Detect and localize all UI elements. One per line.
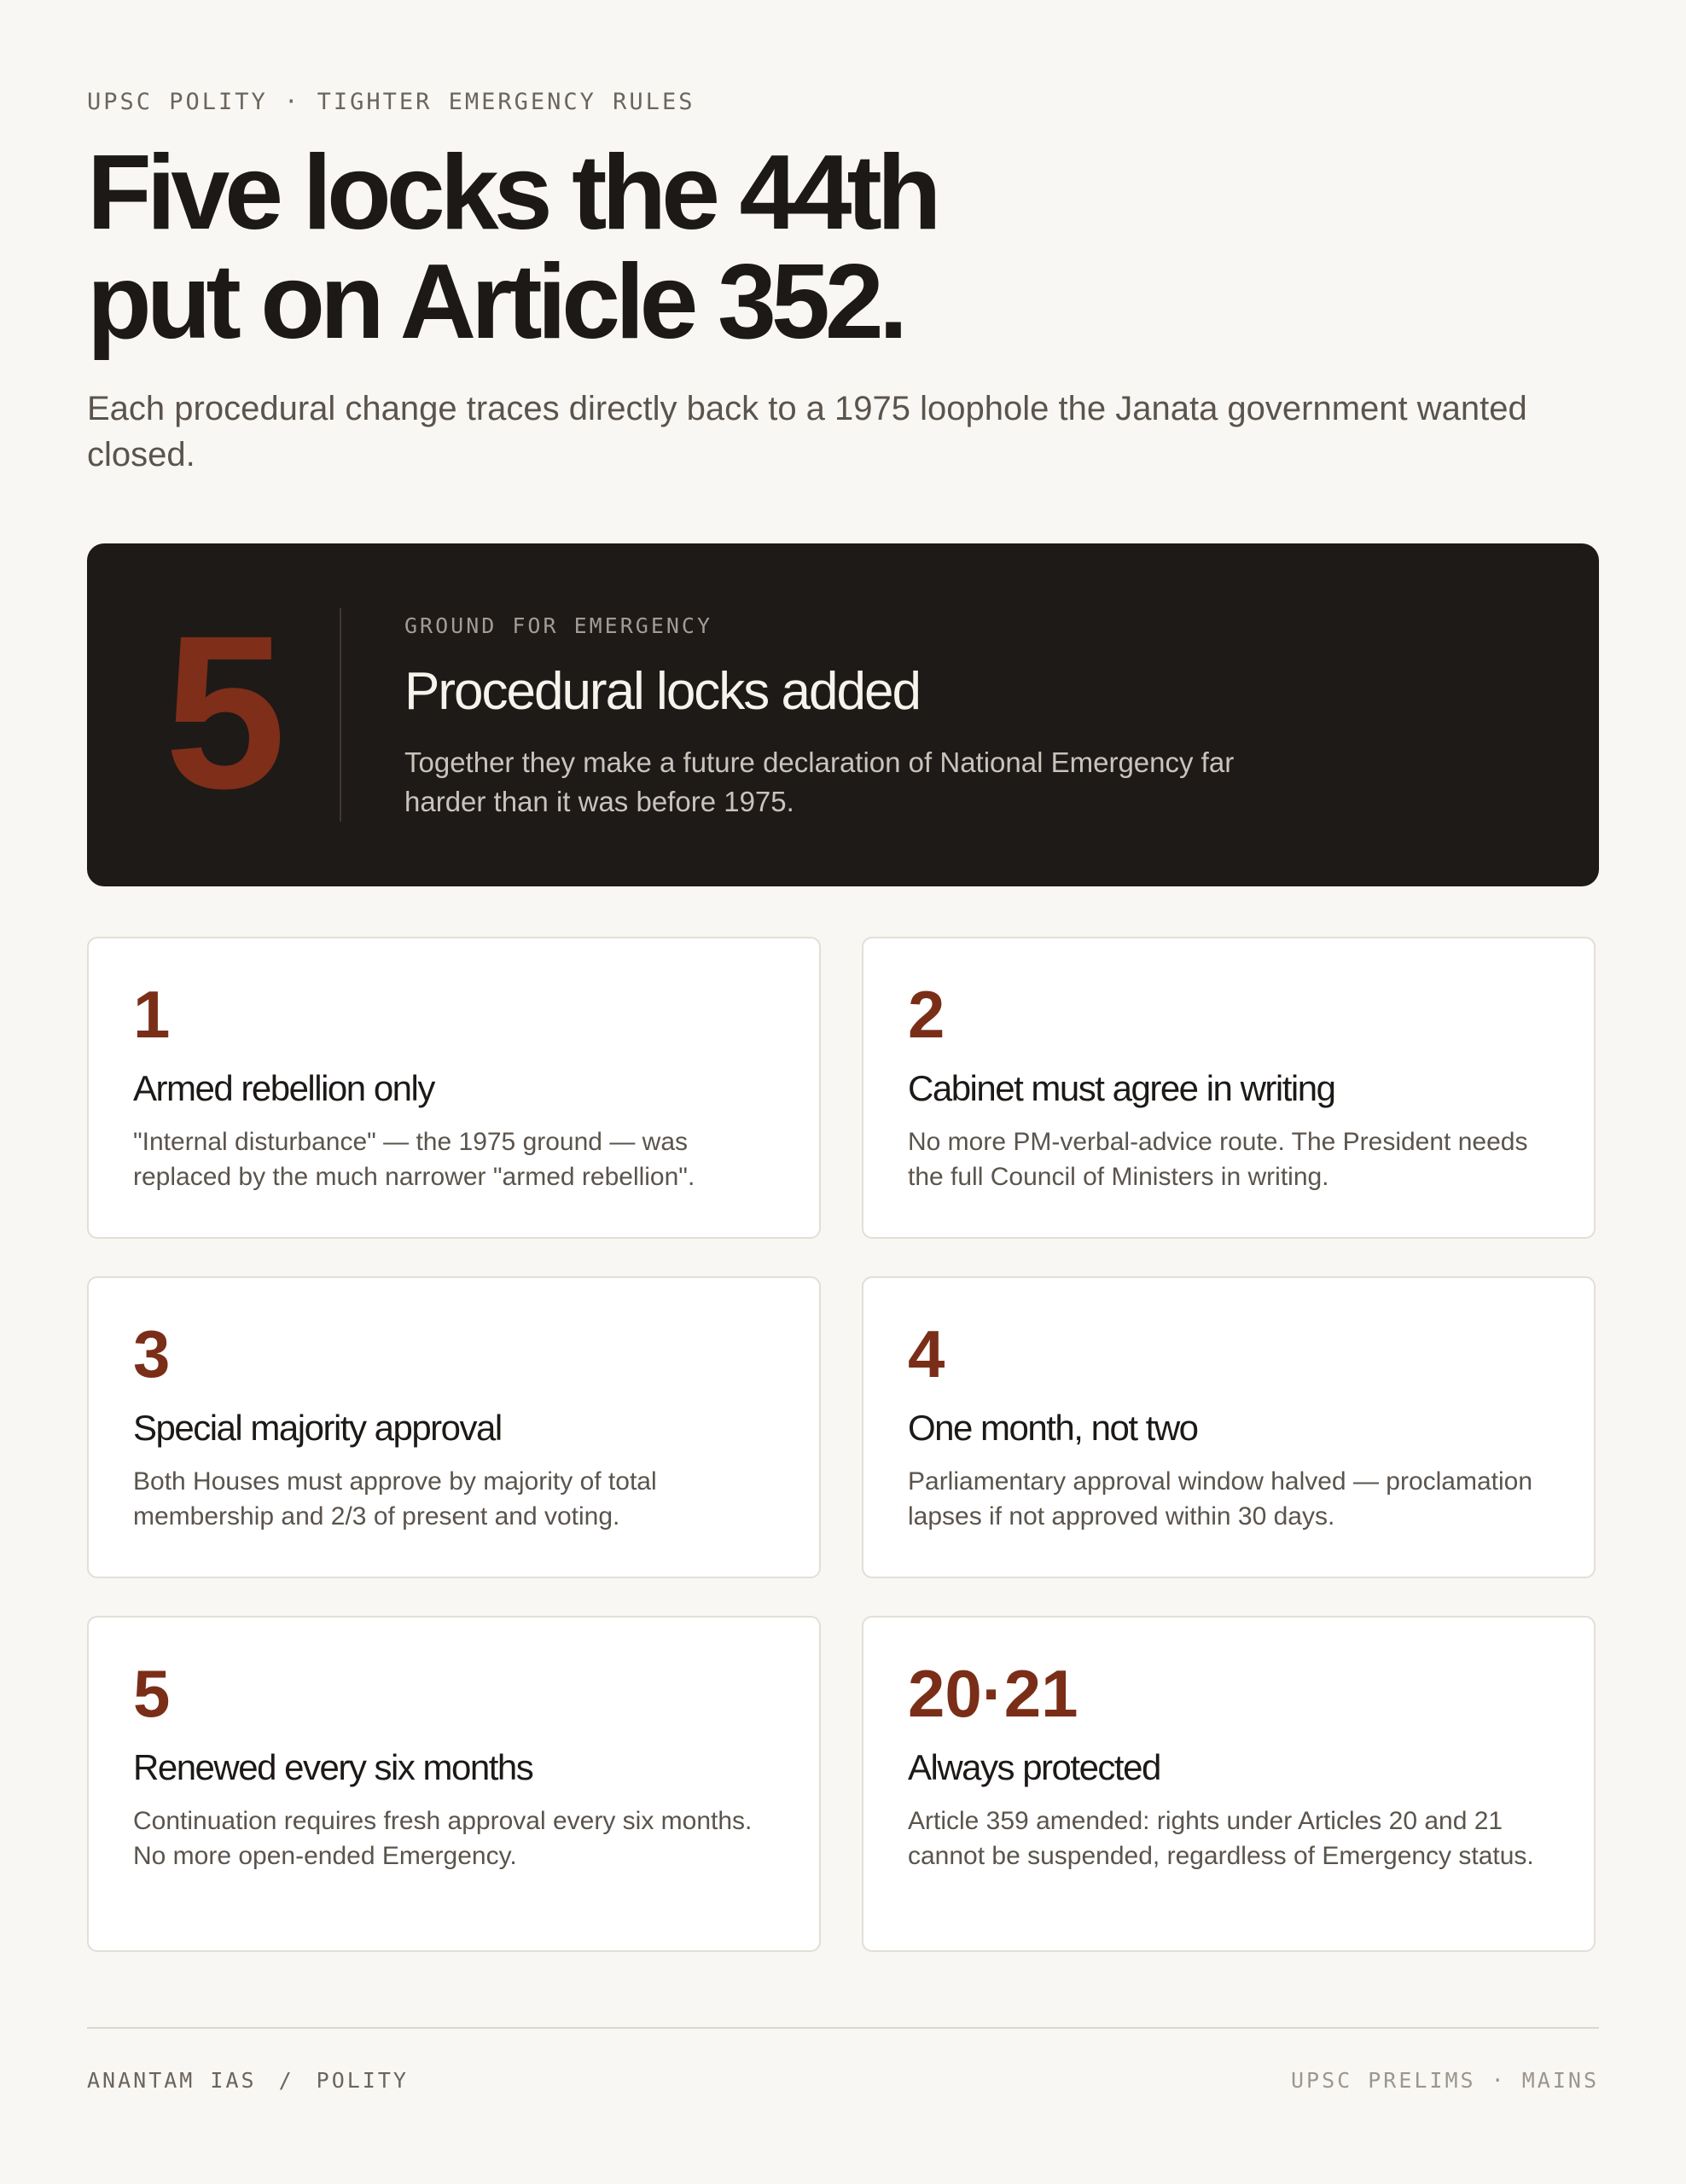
hero-number: 5 bbox=[164, 590, 287, 834]
page-title bbox=[87, 134, 1196, 361]
lock-card-5 bbox=[87, 1616, 821, 1952]
footer-brand bbox=[87, 2068, 409, 2093]
hero-label: GROUND FOR EMERGENCY bbox=[404, 613, 713, 638]
card-title: Always protected bbox=[908, 1747, 1160, 1787]
card-number: 4 bbox=[908, 1316, 945, 1391]
card-description: Parliamentary approval window halved — proclamation lapses if not approved within 30 days. bbox=[908, 1467, 1533, 1531]
card-number: 20·21 bbox=[908, 1656, 1078, 1731]
card-description: Continuation requires fresh approval every six months. No more open-ended Emergency. bbox=[133, 1807, 753, 1870]
card-title: Armed rebellion only bbox=[133, 1068, 434, 1108]
card-description: Article 359 amended: rights under Articles 20 and 21 cannot be suspended, regardless of Emergency status. bbox=[908, 1807, 1534, 1870]
card-number: 2 bbox=[908, 977, 945, 1052]
card-title: Special majority approval bbox=[133, 1408, 502, 1448]
card-title: One month, not two bbox=[908, 1408, 1198, 1448]
subtitle: Each procedural change traces directly back to a 1975 loophole the Janata government wanted closed. bbox=[87, 390, 1527, 473]
hero-divider bbox=[340, 608, 341, 822]
lock-card-2 bbox=[862, 937, 1596, 1239]
hero-title: Procedural locks added bbox=[404, 662, 920, 721]
card-number: 1 bbox=[133, 977, 171, 1052]
headline-line-1: Five locks the 44th bbox=[87, 134, 937, 252]
footer-divider bbox=[87, 2027, 1599, 2029]
footer-exam-tag: UPSC PRELIMS · MAINS bbox=[1290, 2068, 1599, 2093]
card-title: Cabinet must agree in writing bbox=[908, 1068, 1335, 1108]
lock-card-3 bbox=[87, 1276, 821, 1578]
card-description: Both Houses must approve by majority of total membership and 2/3 of present and voting. bbox=[133, 1467, 657, 1531]
card-description: "Internal disturbance" — the 1975 ground — was replaced by the much narrower "armed rebellion". bbox=[133, 1128, 695, 1191]
rights-protected-card bbox=[862, 1616, 1596, 1952]
hero-description: Together they make a future declaration of National Emergency far harder than it was before 1975. bbox=[404, 746, 1235, 817]
hero-panel bbox=[87, 543, 1599, 886]
card-description: No more PM-verbal-advice route. The President needs the full Council of Ministers in writing. bbox=[908, 1128, 1528, 1191]
footer-brand-name: ANANTAM IAS bbox=[87, 2068, 257, 2093]
footer-section: POLITY bbox=[316, 2068, 409, 2093]
card-title: Renewed every six months bbox=[133, 1747, 533, 1787]
lock-card-1 bbox=[87, 937, 821, 1239]
headline-line-2: put on Article 352. bbox=[87, 243, 904, 361]
footer-separator: / bbox=[278, 2068, 294, 2093]
lock-card-4 bbox=[862, 1276, 1596, 1578]
card-number: 3 bbox=[133, 1316, 171, 1391]
card-number: 5 bbox=[133, 1656, 171, 1731]
eyebrow: UPSC POLITY · TIGHTER EMERGENCY RULES bbox=[87, 89, 695, 115]
